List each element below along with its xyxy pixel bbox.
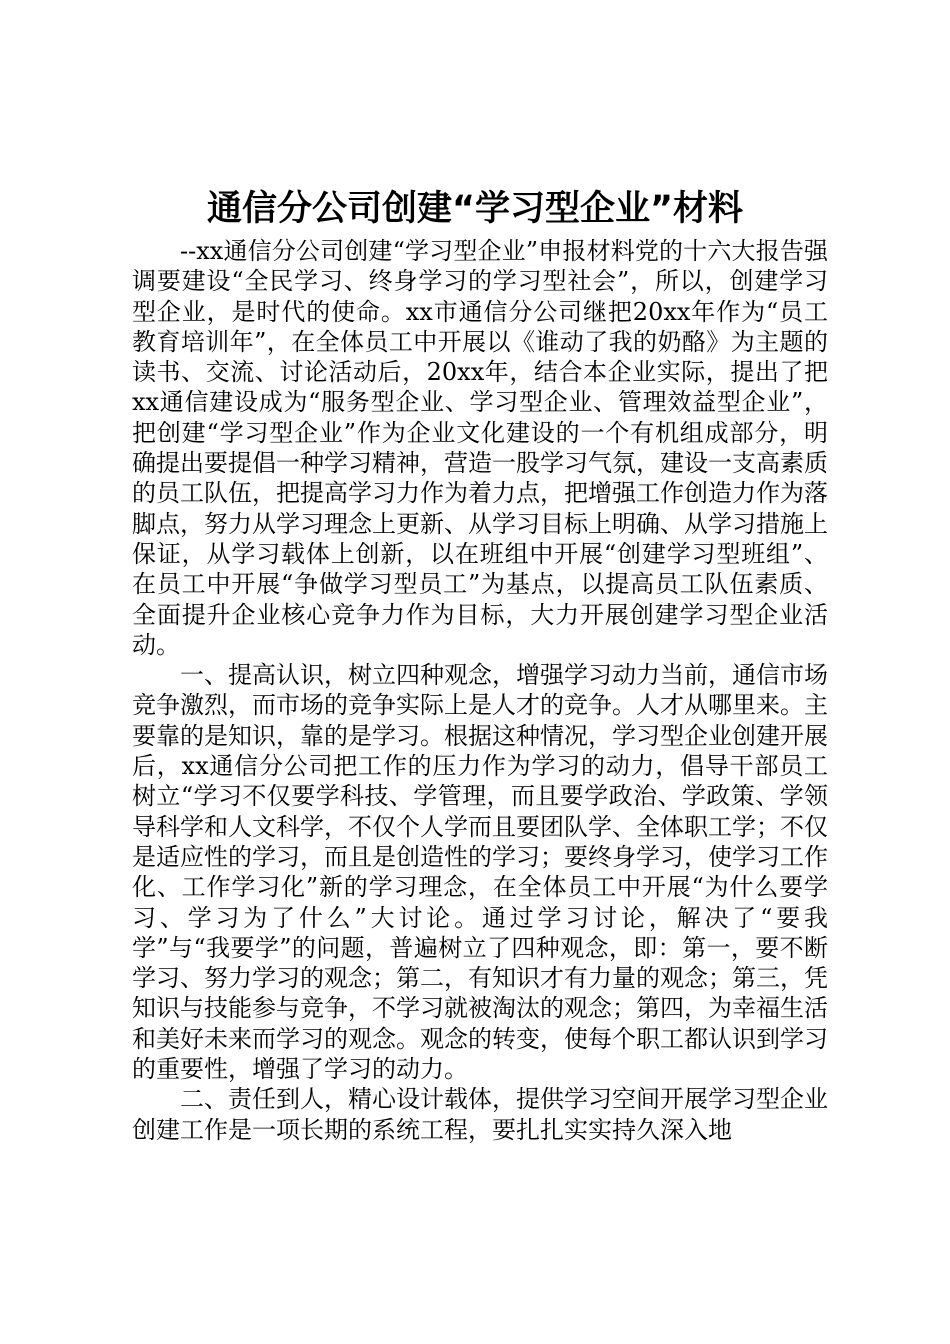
document-body (132, 236, 828, 1145)
paragraph-intro: --xx通信分公司创建“学习型企业”申报材料党的十六大报告强调要建设“全民学习、终身学习的学习型社会”，所以，创建学习型企业，是时代的使命。xx市通信分公司继把20xx年作为“员工教育培训年”，在全体员工中开展以《谁动了我的奶酪》为主题的读书、交流、讨论活动后，20xx年，结合本企业实际，提出了把xx通信建设成为“服务型企业、学习型企业、管理效益型企业”，把创建“学习型企业”作为企业文化建设的一个有机组成部分，明确提出要提倡一种学习精神，营造一股学习气氛，建设一支高素质的员工队伍，把提高学习力作为着力点，把增强工作创造力作为落脚点，努力从学习理念上更新、从学习目标上明确、从学习措施上保证，从学习载体上创新，以在班组中开展“创建学习型班组”、在员工中开展“争做学习型员工”为基点，以提高员工队伍素质、全面提升企业核心竞争力作为目标，大力开展创建学习型企业活动。 (132, 237, 828, 659)
paragraph-section-1: 一、提高认识，树立四种观念，增强学习动力当前，通信市场竞争激烈，而市场的竞争实际上是人才的竞争。人才从哪里来。主要靠的是知识，靠的是学习。根据这种情况，学习型企业创建开展后，xx通信分公司把工作的压力作为学习的动力，倡导干部员工树立“学习不仅要学科技、学管理，而且要学政治、学政策、学领导科学和人文科学，不仅个人学而且要团队学、全体职工学；不仅是适应性的学习，而且是创造性的学习；要终身学习，使学习工作化、工作学习化”新的学习理念，在全体员工中开展“为什么要学习、学习为了什么”大讨论。通过学习讨论，解决了“要我学”与“我要学”的问题，普遍树立了四种观念，即：第一，要不断学习、努力学习的观念；第二，有知识才有力量的观念；第三，凭知识与技能参与竞争，不学习就被淘汰的观念；第四，为幸福生活和美好未来而学习的观念。观念的转变，使每个职工都认识到学习的重要性，增强了学习的动力。 (132, 661, 828, 1084)
paragraph-section-2: 二、责任到人，精心设计载体，提供学习空间开展学习型企业创建工作是一项长期的系统工程，要扎扎实实持久深入地 (132, 1085, 828, 1144)
document-title: 通信分公司创建“学习型企业”材料 (206, 189, 743, 229)
